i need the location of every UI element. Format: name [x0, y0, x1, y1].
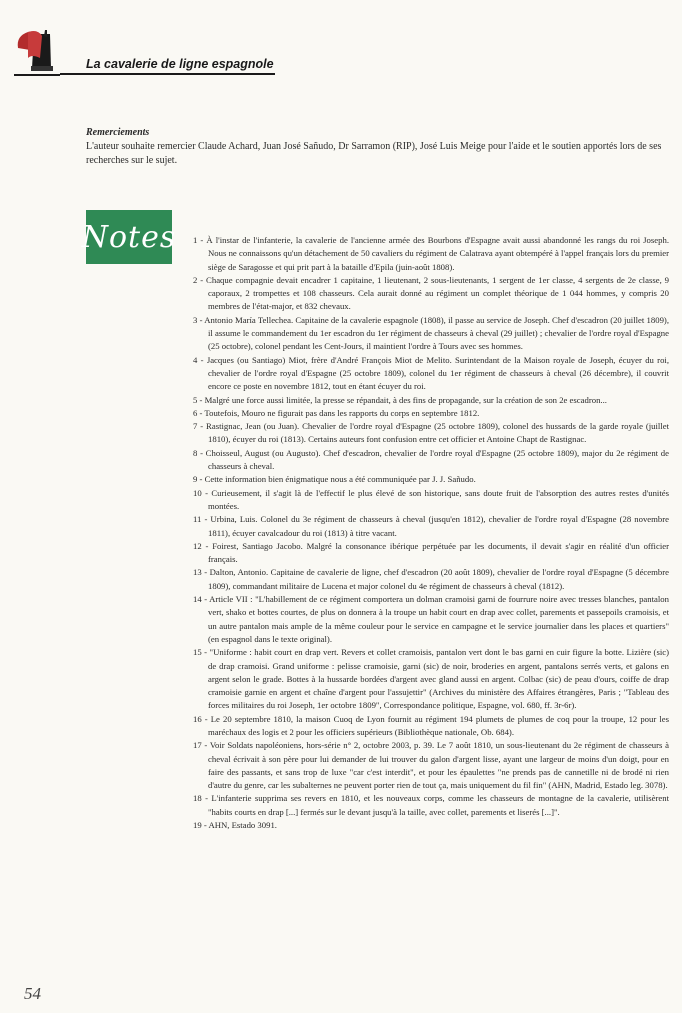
note-item: 15 - "Uniforme : habit court en drap vert. Revers et collet cramoisis, pantalon vert dont le bas garni en cuir figure la botte. Lizière (sic) de drap cramoisi. Grand uniforme : pelisse cramoisie, garni (sic) de noir, broderies en argent, pantalons serrés verts, et galons en argent selon le grade. Bottes à la hussarde bordées d'argent avec gland aussi en argent. Colbac (sic) de peau d'ours, coiffe de drap cramoisie garnie en argent et chaîne d'argent pour l'assujettir" (Archives du ministère des Affaires étrangères, Paris ; "Tableau des forces militaires du roi Joseph, 1er octobre 1809", Correspondance politique, Espagne, vol. 680, ff. 3r-6r).: [193, 647, 669, 711]
note-item: 19 - AHN, Estado 3091.: [193, 820, 277, 831]
note-item: 4 - Jacques (ou Santiago) Miot, frère d'André François Miot de Melito. Surintendant de la Maison royale de Joseph, écuyer du roi, chevalier de l'ordre royal d'Espagne (25 octobre 1809), colonel du 1er régiment de chasseurs à cheval (26 décembre), il couvrit encore ce poste en novembre 1812, tout en étant écuyer du roi.: [193, 354, 669, 392]
notes-list: [193, 234, 669, 832]
page-number: 54: [24, 984, 41, 1003]
note-item: 10 - Curieusement, il s'agit là de l'effectif le plus élevé de son historique, sans doute fruit de l'absorption des autres restes d'unités montées.: [193, 487, 669, 511]
note-item: 11 - Urbina, Luis. Colonel du 3e régiment de chasseurs à cheval (jusqu'en 1812), chevalier de l'ordre royal d'Espagne (28 novembre 1811), écuyer cavalcadour du roi (1813) à titre vacant.: [193, 514, 669, 538]
page-header: [0, 28, 682, 78]
acknowledgements-text: L'auteur souhaite remercier Claude Achard, Juan José Sañudo, Dr Sarramon (RIP), José Luis Meige pour l'aide et le soutien apportés lors de ses recherches sur le sujet.: [86, 141, 662, 166]
header-rule: [60, 73, 275, 75]
acknowledgements: [86, 126, 666, 168]
acknowledgements-heading: Remerciements: [86, 127, 150, 138]
note-item: 2 - Chaque compagnie devait encadrer 1 capitaine, 1 lieutenant, 2 sous-lieutenants, 1 sergent de 1er classe, 4 sergents de 2e classe, 9 caporaux, 2 trompettes et 108 chasseurs. Cela aurait donné au régiment un complet théorique de 1 044 hommes, y compris 20 membres de l'état-major, et 832 chevaux.: [193, 274, 669, 312]
note-item: 13 - Dalton, Antonio. Capitaine de cavalerie de ligne, chef d'escadron (20 août 1809), chevalier de l'ordre royal d'Espagne (5 décembre 1809), commandant militaire de Lucena et major colonel du 4e régiment de chasseurs à cheval (1812).: [193, 567, 669, 591]
note-item: 17 - Voir Soldats napoléoniens, hors-série n° 2, octobre 2003, p. 39. Le 7 août 1810, un sous-lieutenant du 2e régiment de chasseurs à cheval écrivait à son père pour lui demander de lui trouver du galon d'argent lisse, ayant une largeur de moins d'un doigt, pour en faire des passants, et sans trop de luxe "car c'est interdit", et pour les épaulettes "ne prends pas de cannetille ni de brodé ni rien d'autre du genre, car les subalternes ne peuvent porter rien de tout ça, mais uniquement du fil fin" (AHN, Madrid, Estado leg. 3078).: [193, 740, 669, 791]
note-item: 16 - Le 20 septembre 1810, la maison Cuoq de Lyon fournit au régiment 194 plumets de plumes de coq pour la troupe, 12 pour les maréchaux des logis et 2 pour les officiers supérieurs (Bibliothèque nationale, Ob. 684).: [193, 713, 669, 737]
note-item: 9 - Cette information bien énigmatique nous a été communiquée par J. J. Sañudo.: [193, 474, 476, 485]
note-item: 3 - Antonio María Tellechea. Capitaine de la cavalerie espagnole (1808), il passe au service de Joseph. Chef d'escadron (20 juillet 1809), il assume le commandement du 1er escadron du 1er régiment de chasseurs à cheval (29 juillet) ; chevalier de l'ordre royal d'Espagne (25 octobre), colonel pendant les Cent-Jours, il maintient l'ordre à Tours avec ses hommes.: [193, 314, 669, 352]
notes-label: Notes: [86, 210, 172, 264]
note-item: 6 - Toutefois, Mouro ne figurait pas dans les rapports du corps en septembre 1812.: [193, 407, 480, 418]
shako-icon: [14, 28, 60, 78]
note-item: 14 - Article VII : "L'habillement de ce régiment comportera un dolman cramoisi garni de fourrure noire avec tresses blanches, pantalon vert, shako et bottes courtes, de plus on donnera à la troupe un habit court en drap avec collet, parements et passepoils cramoisis, et un autre pantalon mais ample de la même couleur pour le service en campagne et le service journalier dans les places et quartiers" (en espagnol dans le texte original).: [193, 594, 669, 644]
note-item: 8 - Choisseul, August (ou Augusto). Chef d'escadron, chevalier de l'ordre royal d'Espagne (25 octobre 1809), major du 2e régiment de chasseurs à cheval.: [193, 447, 669, 472]
note-item: 5 - Malgré une force aussi limitée, la presse se répandait, à des fins de propagande, sur la création de son 2e escadron...: [193, 394, 607, 405]
note-item: 7 - Rastignac, Jean (ou Juan). Chevalier de l'ordre royal d'Espagne (25 octobre 1809), colonel des hussards de la garde royale (juillet 1810), écuyer du roi (1813). Certains auteurs font confusion entre cet officier et Antoine Chapt de Rastignac.: [193, 421, 669, 445]
note-item: 12 - Foirest, Santiago Jacobo. Malgré la consonance ibérique perpétuée par les documents, il devait s'agir en réalité d'un officier français.: [193, 540, 669, 565]
note-item: 1 - À l'instar de l'infanterie, la cavalerie de l'ancienne armée des Bourbons d'Espagne avait aussi abandonné les rangs du roi Joseph. Nous ne connaissons qu'un détachement de 50 cavaliers du régiment de Calatrava ayant obtempéré à l'appel français lors du premier siège de Saragosse et qui prit part à la bataille d'Epila (juin-août 1808).: [193, 235, 669, 272]
note-item: 18 - L'infanterie supprima ses revers en 1810, et les nouveaux corps, comme les chasseurs de montagne de la cavalerie, utilisèrent "habits courts en drap [...] fermés sur le devant jusqu'à la taille, avec collet, parements et liserés [...]".: [193, 793, 669, 817]
running-title: La cavalerie de ligne espagnole: [86, 57, 274, 71]
